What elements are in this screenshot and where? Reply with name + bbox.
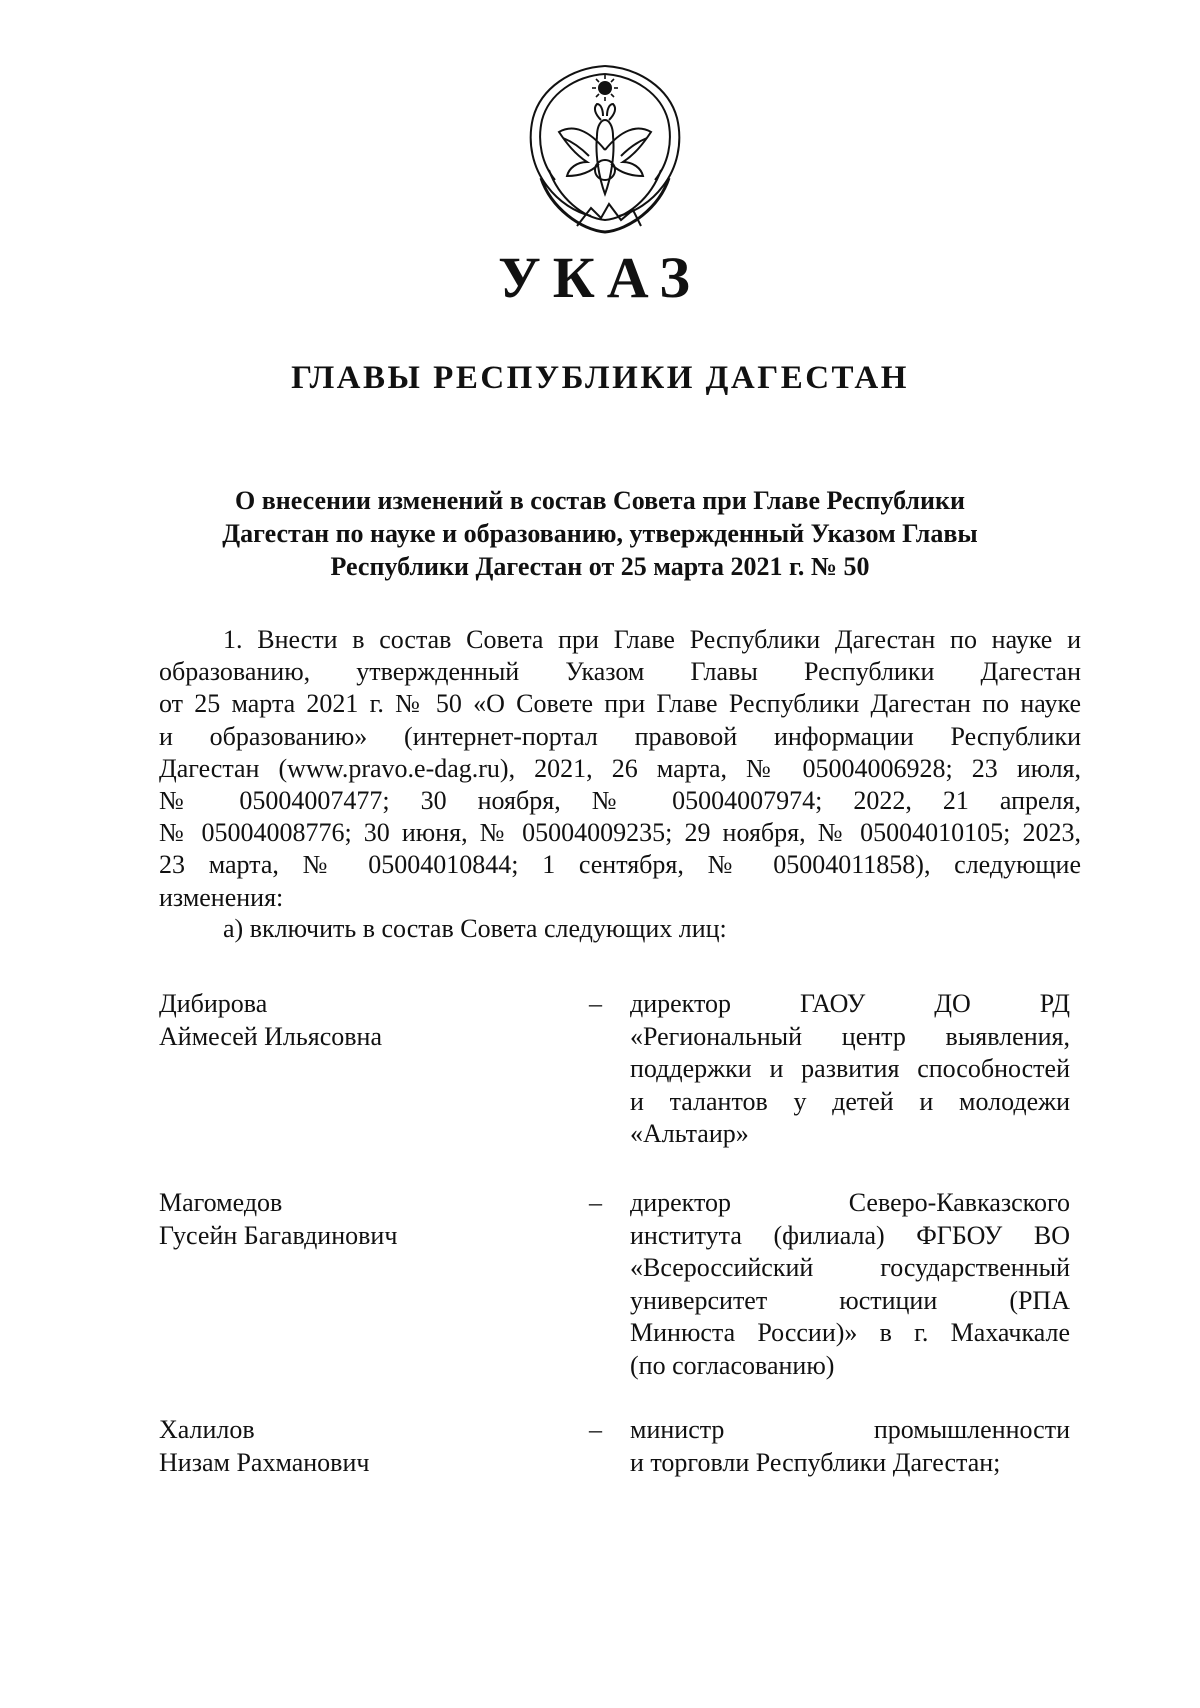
- position-line: директор ГАОУ ДО РД: [630, 989, 1070, 1018]
- person-name: [159, 1187, 539, 1252]
- paragraph-line: Дагестан (www.pravo.e-dag.ru), 2021, 26 марта, № 05004006928; 23 июля,: [159, 753, 1081, 783]
- paragraph-line: изменения:: [159, 882, 284, 912]
- position-line: «Региональный центр выявления,: [630, 1021, 1070, 1051]
- position-line: «Альтаир»: [630, 1119, 749, 1148]
- paragraph-line: от 25 марта 2021 г. № 50 «О Совете при Главе Республики Дагестан по науке: [159, 689, 1081, 719]
- person-name: [159, 1414, 539, 1479]
- heading-line: Дагестан по науке и образованию, утвержденный Указом Главы: [222, 519, 978, 548]
- position-line: «Всероссийский государственный: [630, 1253, 1070, 1282]
- heading-line: Республики Дагестан от 25 марта 2021 г. № 50: [330, 552, 870, 581]
- dash: –: [589, 1415, 602, 1444]
- position-line: института (филиала) ФГБОУ ВО: [630, 1220, 1070, 1250]
- paragraph-line: 1. Внести в состав Совета при Главе Республики Дагестан по науке и: [223, 625, 1081, 654]
- paragraph-line: № 05004008776; 30 июня, № 05004009235; 29 ноября, № 05004010105; 2023,: [159, 818, 1081, 848]
- position-line: поддержки и развития способностей: [630, 1054, 1070, 1083]
- subpoint-a: а) включить в состав Совета следующих лиц:: [223, 914, 727, 943]
- dash: –: [589, 989, 602, 1018]
- person-surname: Дибирова: [159, 989, 268, 1018]
- dash: –: [589, 1188, 602, 1217]
- person-surname: Халилов: [159, 1415, 255, 1444]
- person-position: [630, 1187, 1070, 1382]
- paragraph-line: образованию, утвержденный Указом Главы Республики Дагестан: [159, 657, 1081, 687]
- heading-line: О внесении изменений в состав Совета при Главе Республики: [235, 486, 965, 515]
- position-line: Минюста России)» в г. Махачкале: [630, 1318, 1070, 1347]
- position-line: (по согласованию): [630, 1350, 835, 1380]
- person-given-name: Низам Рахманович: [159, 1447, 370, 1477]
- person-name: [159, 988, 539, 1053]
- position-line: и талантов у детей и молодежи: [630, 1086, 1070, 1116]
- person-position: [630, 988, 1070, 1151]
- person-position: [630, 1414, 1070, 1479]
- person-surname: Магомедов: [159, 1188, 283, 1217]
- paragraph-line: 23 марта, № 05004010844; 1 сентября, № 05004011858), следующие: [159, 850, 1081, 880]
- position-line: директор Северо-Кавказского: [630, 1188, 1070, 1217]
- person-given-name: Гусейн Багавдинович: [159, 1220, 398, 1250]
- document-subtitle: ГЛАВЫ РЕСПУБЛИКИ ДАГЕСТАН: [291, 360, 909, 396]
- position-line: университет юстиции (РПА: [630, 1285, 1070, 1315]
- document-title: УКАЗ: [498, 245, 702, 310]
- paragraph-1: [159, 624, 1081, 914]
- paragraph-line: и образованию» (интернет-портал правовой информации Республики: [159, 721, 1081, 751]
- position-line: и торговли Республики Дагестан;: [630, 1447, 1001, 1477]
- position-line: министр промышленности: [630, 1415, 1070, 1444]
- decree-heading: [160, 484, 1040, 583]
- person-given-name: Аймесей Ильясовна: [159, 1021, 382, 1051]
- dagestan-coat-of-arms-icon: [511, 58, 699, 240]
- paragraph-line: № 05004007477; 30 ноября, № 05004007974; 2022, 21 апреля,: [159, 786, 1081, 816]
